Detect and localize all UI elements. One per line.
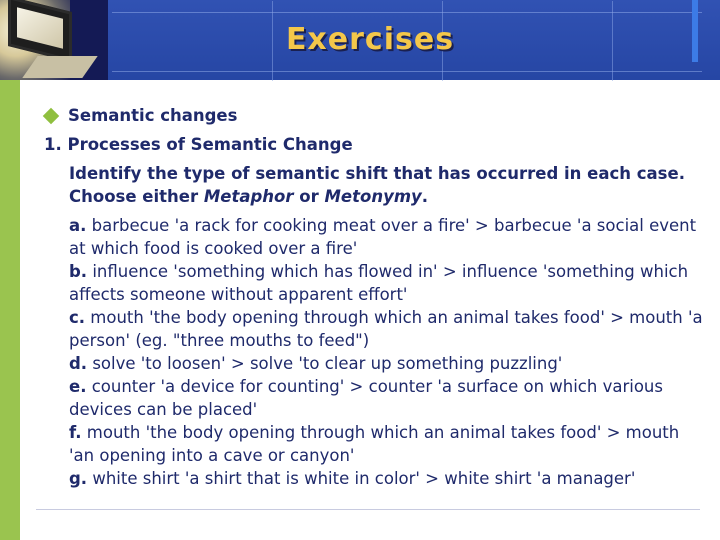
slide-content xyxy=(44,104,704,490)
item-text: counter 'a device for counting' > counter 'a surface on which various devices can be placed' xyxy=(69,377,663,419)
item-letter: d. xyxy=(69,354,88,373)
slide-title: Exercises xyxy=(285,22,455,57)
item-text: mouth 'the body opening through which an animal takes food' > mouth 'a person' (eg. "three mouths to feed") xyxy=(69,308,703,350)
item-letter: f. xyxy=(69,423,82,442)
item-text: influence 'something which has flowed in' > influence 'something which affects someone without apparent effort' xyxy=(69,262,689,304)
left-sidebar-stripe xyxy=(0,80,20,540)
item-letter: c. xyxy=(69,308,86,327)
instruction-text: Identify the type of semantic shift that has occurred in each case. Choose either Metaphor or Metonymy. xyxy=(69,164,685,206)
exercise-item xyxy=(69,421,704,467)
exercise-item xyxy=(69,352,704,375)
section-bullet xyxy=(44,104,704,127)
item-text: mouth 'the body opening through which an animal takes food' > mouth 'an opening into a cave or canyon' xyxy=(69,423,680,465)
item-letter: g. xyxy=(69,469,88,488)
exercise-item xyxy=(69,214,704,260)
option-metaphor: Metaphor xyxy=(203,187,294,206)
exercise-item xyxy=(69,260,704,306)
item-letter: b. xyxy=(69,262,88,281)
item-text: barbecue 'a rack for cooking meat over a fire' > barbecue 'a social event at which food is cooked over a fire' xyxy=(69,216,697,258)
item-letter: e. xyxy=(69,377,87,396)
exercise-item xyxy=(69,467,704,490)
item-text: white shirt 'a shirt that is white in color' > white shirt 'a manager' xyxy=(87,469,636,488)
subheading: 1. Processes of Semantic Change xyxy=(44,135,353,154)
item-letter: a. xyxy=(69,216,87,235)
item-text: solve 'to loosen' > solve 'to clear up something puzzling' xyxy=(87,354,563,373)
footer-divider xyxy=(36,509,700,510)
exercise-item xyxy=(69,306,704,352)
diamond-bullet-icon xyxy=(44,109,58,123)
slide-header xyxy=(0,0,720,80)
exercise-item xyxy=(69,375,704,421)
option-metonymy: Metonymy xyxy=(324,187,422,206)
section-heading: Semantic changes xyxy=(68,106,238,125)
